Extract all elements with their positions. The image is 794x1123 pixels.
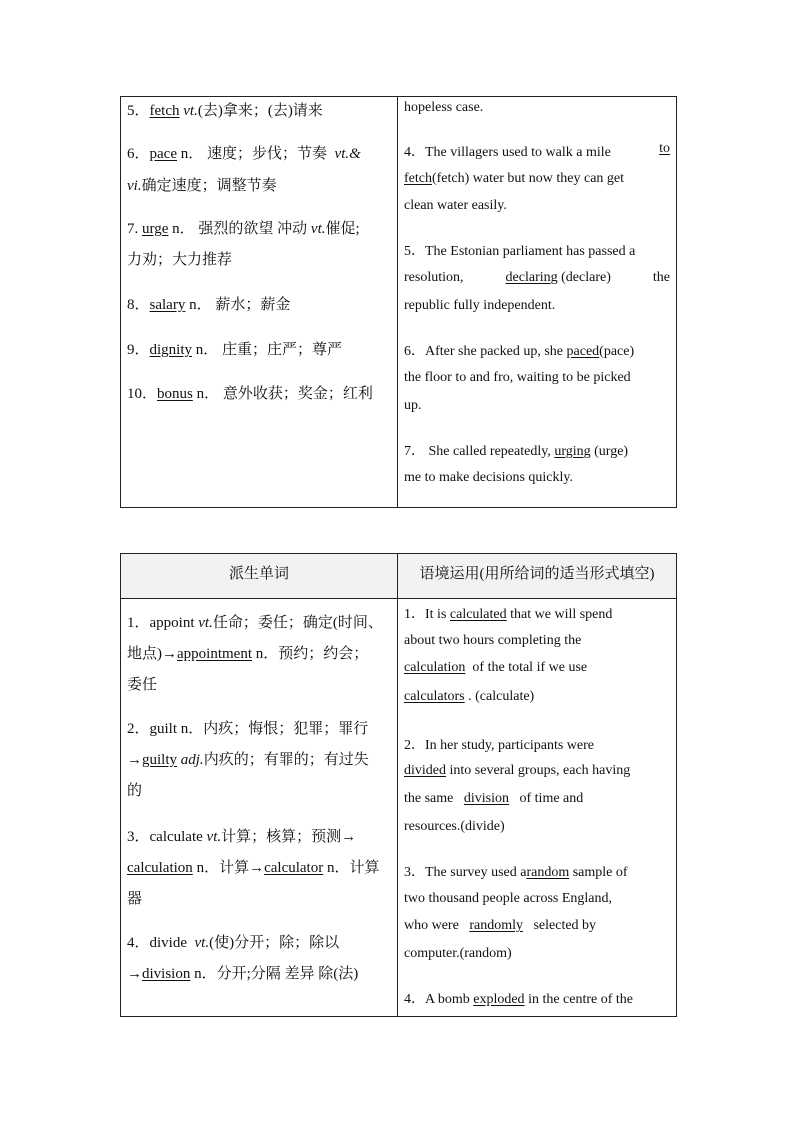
vocab-table-1 (120, 96, 677, 508)
sentence-6-line3: up. (404, 398, 422, 413)
word-item-7: 7. urge n． 强烈的欲望 冲动 vt.催促; (127, 221, 360, 237)
word-item-9: 9．dignity n． 庄重；庄严；尊严 (127, 342, 343, 358)
word-item-7-cont: 力劝；大力推荐 (127, 252, 233, 268)
vocab-table-2 (120, 553, 677, 1017)
word-item-10: 10．bonus n． 意外收获；奖金；红利 (127, 386, 373, 402)
derived-item-1: 1．appoint vt.任命；委任；确定(时间、 (127, 615, 383, 631)
word-item-6-cont: vi.确定速度；调整节奏 (127, 178, 277, 194)
sentence-line: hopeless case. (404, 100, 484, 115)
header-derived-words (121, 554, 398, 599)
usage-1-line2: about two hours completing the (404, 633, 582, 648)
word-list-cell (121, 97, 398, 508)
header-left-label: 派生单词 (228, 566, 289, 582)
derived-item-3-line2: calculation n．计算→calculator n．计算 (127, 860, 380, 876)
header-right-label: 语境运用(用所给词的适当形式填空) (419, 566, 655, 582)
word-item-6: 6．pace n． 速度；步伐；节奏 vt.& (127, 146, 361, 162)
usage-2-line2: divided into several groups, each having (404, 763, 631, 778)
sentence-6-line2: the floor to and fro, waiting to be picked (404, 370, 631, 385)
derived-item-4-line2: →division n．分开;分隔 差异 除(法) (127, 966, 359, 982)
usage-4: 4．A bomb exploded in the centre of the (404, 992, 634, 1007)
derived-item-4: 4．divide vt.(使)分开；除；除以 (127, 935, 340, 951)
sentence-5-line2: resolution, declaring (declare) the (404, 270, 670, 285)
derived-item-1-line3: 委任 (127, 677, 158, 693)
derived-item-2-line3: 的 (127, 783, 143, 799)
sentence-5: 5．The Estonian parliament has passed a (404, 244, 636, 259)
usage-1-line4: calculators . (calculate) (404, 689, 535, 704)
word-item-5: 5．fetch vt.(去)拿来；(去)请来 (127, 103, 323, 119)
sentence-4-line3: clean water easily. (404, 198, 507, 213)
usage-3-line4: computer.(random) (404, 946, 512, 961)
sentence-cell (398, 97, 677, 508)
derived-item-2-line2: →guilty adj.内疚的；有罪的；有过失 (127, 752, 369, 768)
context-usage-cell (398, 599, 677, 1017)
derived-item-2: 2．guilt n．内疚；悔恨；犯罪；罪行 (127, 721, 369, 737)
usage-3-line2: two thousand people across England, (404, 891, 613, 906)
sentence-7-line2: me to make decisions quickly. (404, 470, 573, 485)
usage-2-line4: resources.(divide) (404, 819, 505, 834)
usage-1: 1．It is calculated that we will spend (404, 607, 613, 622)
usage-2: 2．In her study, participants were (404, 738, 594, 753)
word-item-8: 8．salary n． 薪水；薪金 (127, 297, 291, 313)
sentence-7: 7． She called repeatedly, urging (urge) (404, 444, 629, 459)
usage-3: 3．The survey used arandom sample of (404, 865, 628, 880)
sentence-4: 4．The villagers used to walk a mile to (404, 141, 670, 160)
derived-word-cell (121, 599, 398, 1017)
sentence-6: 6．After she packed up, she paced(pace) (404, 344, 635, 359)
derived-item-1-line2: 地点)→appointment n．预约；约会； (127, 646, 369, 662)
usage-1-line3: calculation of the total if we use (404, 660, 588, 675)
derived-item-3-line3: 器 (127, 891, 143, 907)
sentence-5-line3: republic fully independent. (404, 298, 556, 313)
derived-item-3: 3．calculate vt.计算；核算；预测→ (127, 829, 357, 845)
header-context-usage (398, 554, 677, 599)
usage-2-line3: the same division of time and (404, 791, 584, 806)
usage-3-line3: who were randomly selected by (404, 918, 597, 933)
sentence-4-line2: fetch(fetch) water but now they can get (404, 171, 625, 186)
